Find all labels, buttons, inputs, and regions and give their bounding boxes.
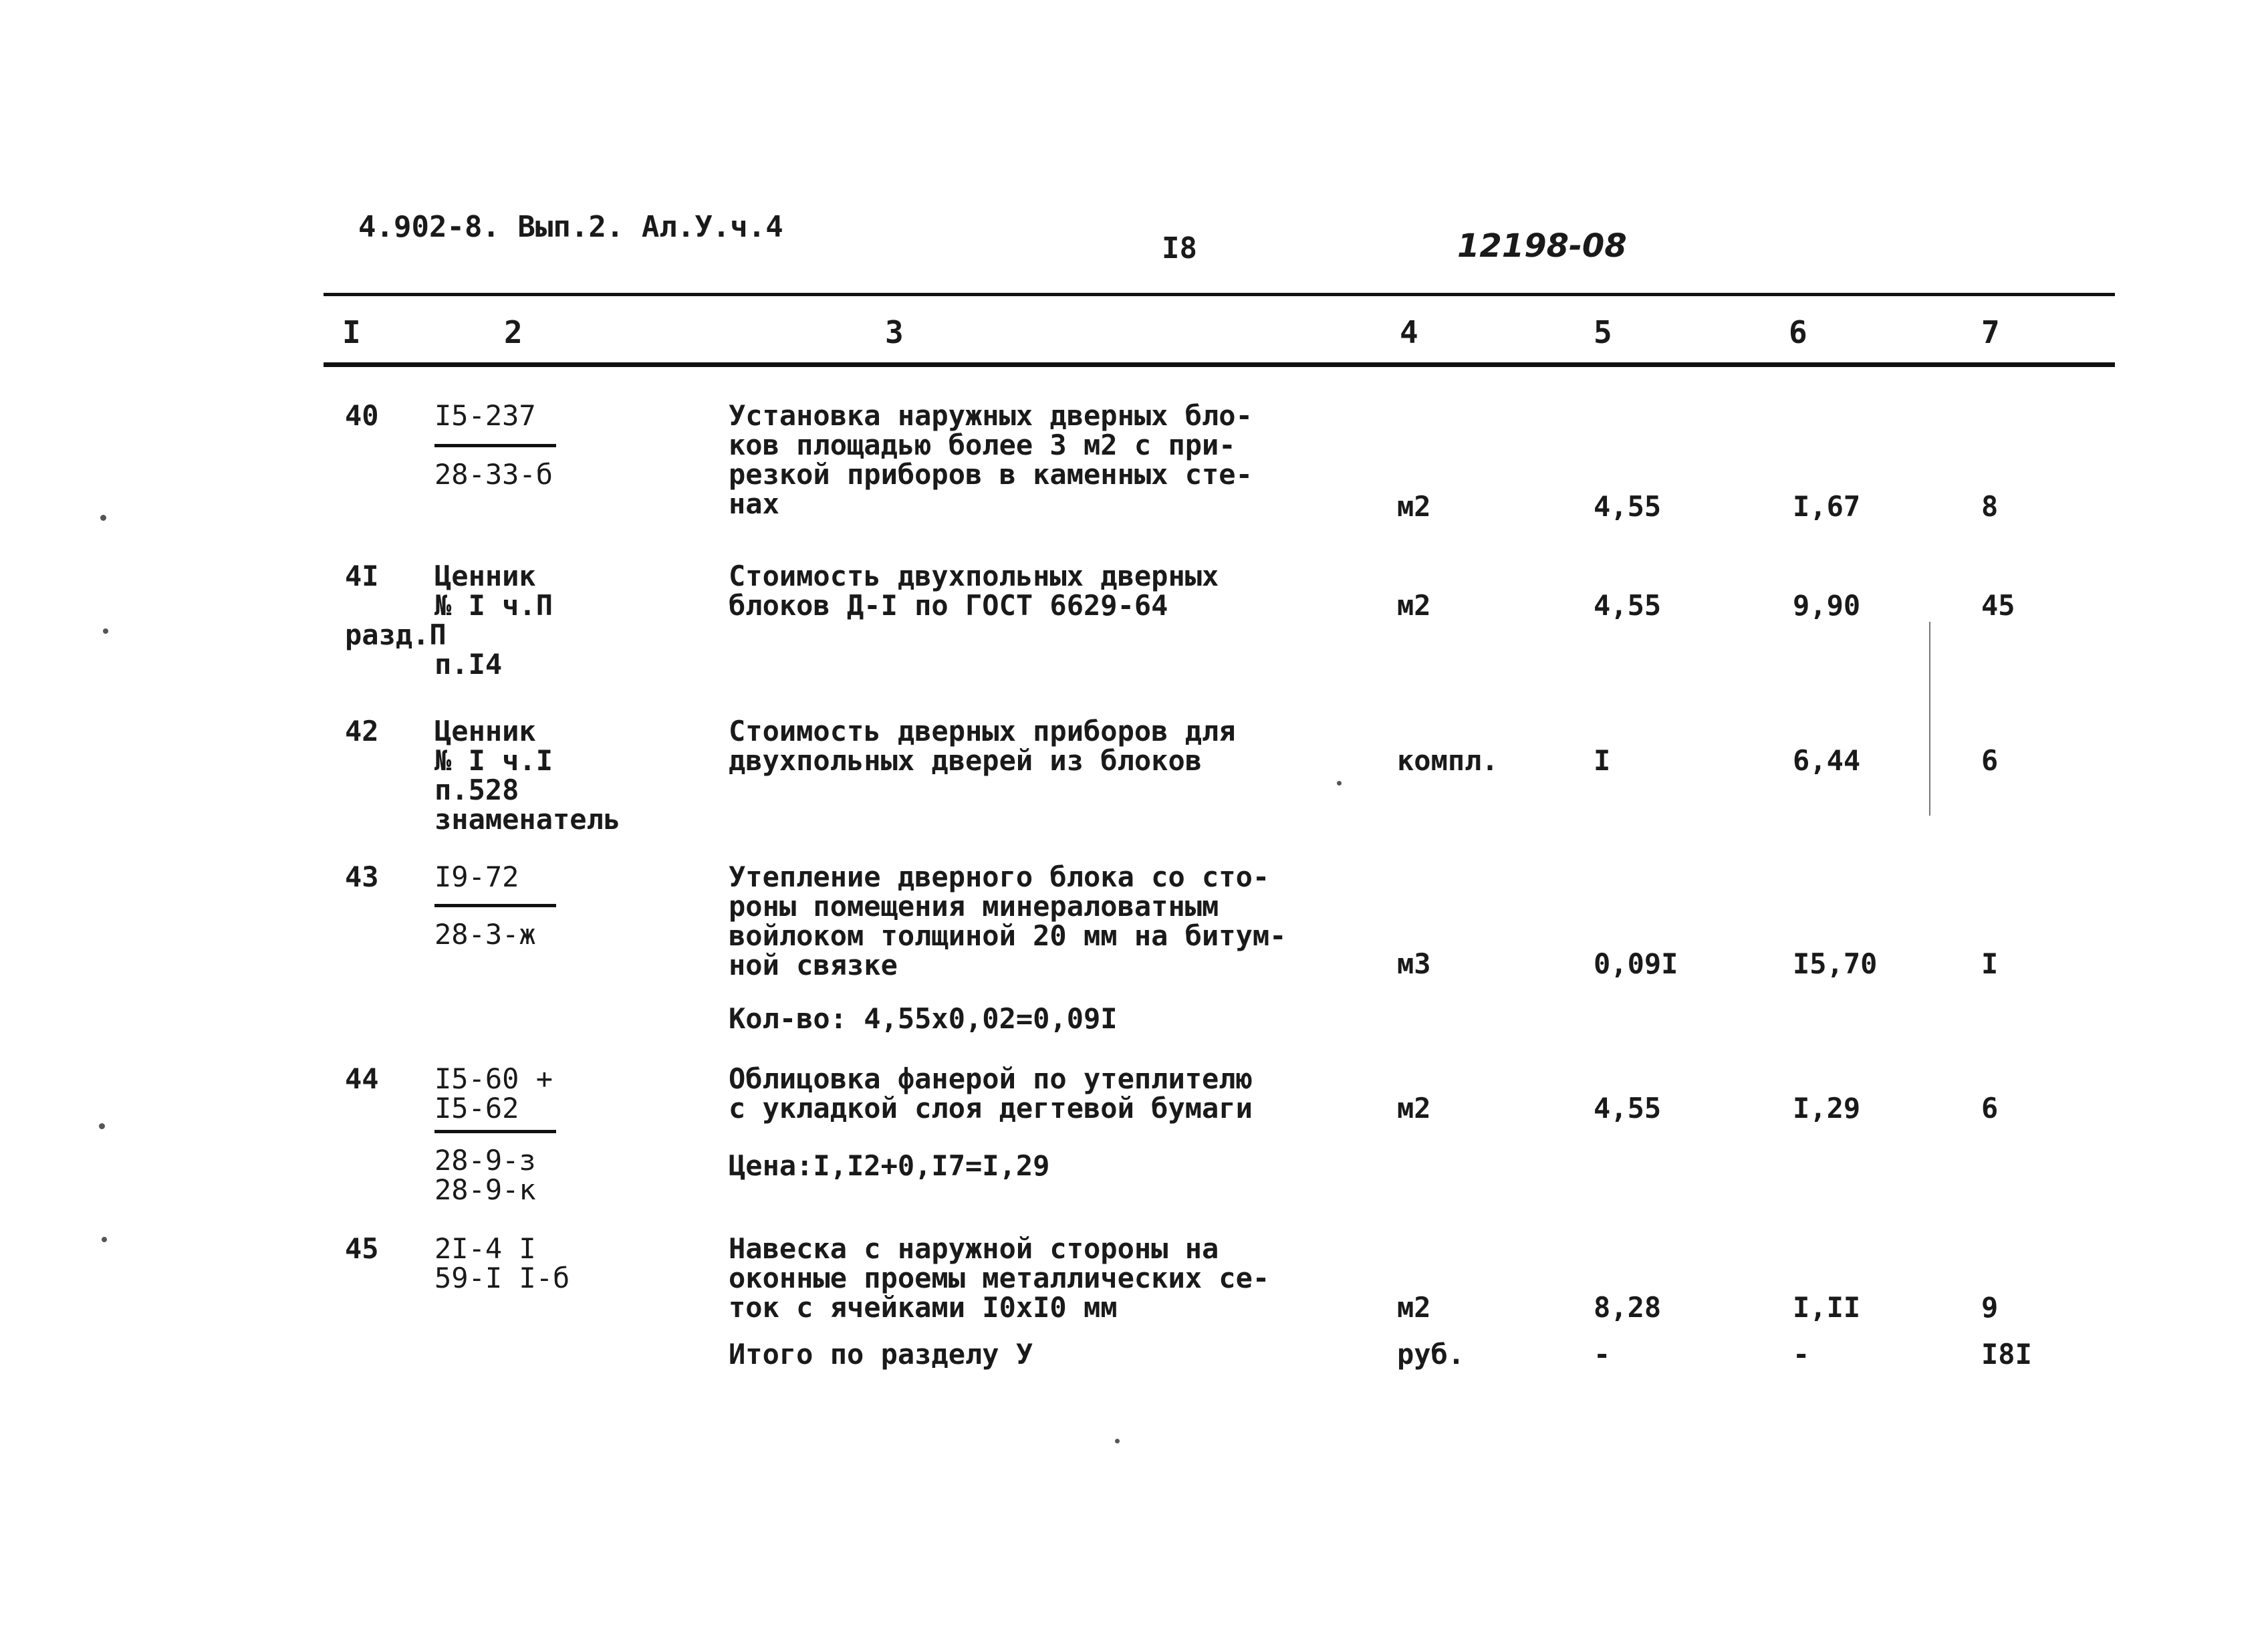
row-41-description: Стоимость двухпольных дверных блоков Д-I по ГОСТ 6629-64 xyxy=(729,560,1219,622)
row-45-number: 45 xyxy=(345,1232,379,1265)
row-44-description: Облицовка фанерой по утеплителю с укладкой слоя дегтевой бумаги xyxy=(729,1062,1253,1125)
row-45-quantity: 8,28 xyxy=(1594,1291,1662,1324)
row-43-code-bottom: 28-3-ж xyxy=(434,918,536,951)
row-43-description: Утепление дверного блока со сто- роны помещения минераловатным войлоком толщиной 20 мм на битум- ной связке xyxy=(729,860,1287,981)
row-41-quantity: 4,55 xyxy=(1594,589,1662,622)
row-44-unit: м2 xyxy=(1397,1092,1431,1125)
row-41-code-line-3: разд.П xyxy=(345,618,447,651)
row-44-price: I,29 xyxy=(1793,1092,1861,1125)
document-code: 4.902-8. Вып.2. Ал.У.ч.4 xyxy=(358,210,783,244)
header-bottom-rule xyxy=(324,362,2115,367)
top-rule xyxy=(324,293,2115,296)
inventory-number: 12198-08 xyxy=(1457,227,1627,265)
row-40-quantity: 4,55 xyxy=(1594,490,1662,523)
row-42-description: Стоимость дверных приборов для двухпольных дверей из блоков xyxy=(729,715,1236,777)
row-45-total: 9 xyxy=(1981,1291,1999,1324)
row-40-code-bottom: 28-33-б xyxy=(434,458,553,491)
row-44-code-top: I5-60 + I5-62 xyxy=(434,1062,553,1125)
row-41-total: 45 xyxy=(1981,589,2015,622)
row-43-code-top: I9-72 xyxy=(434,860,519,893)
row-43-price: I5,70 xyxy=(1793,947,1878,980)
row-44-note: Цена:I,I2+0,I7=I,29 xyxy=(729,1149,1050,1182)
column-number-1: I xyxy=(342,314,361,350)
scan-speck xyxy=(100,515,106,521)
row-41-number: 4I xyxy=(345,560,379,592)
column-number-2: 2 xyxy=(504,314,523,350)
row-41-unit: м2 xyxy=(1397,589,1431,622)
scan-mark xyxy=(1929,622,1930,816)
row-40-number: 40 xyxy=(345,399,379,432)
row-43-unit: м3 xyxy=(1397,947,1431,980)
row-45-description: Навеска с наружной стороны на оконные проемы металлических се- ток с ячейками I0хI0 мм xyxy=(729,1232,1270,1324)
section-total-value: I8I xyxy=(1981,1338,2032,1371)
row-42-total: 6 xyxy=(1981,744,1999,777)
row-43-fraction-line xyxy=(434,904,556,907)
column-number-7: 7 xyxy=(1981,314,2000,350)
row-41-code-line-1: Ценник xyxy=(434,560,536,592)
row-43-note: Кол-во: 4,55х0,02=0,09I xyxy=(729,1002,1118,1035)
scan-speck xyxy=(1115,1439,1120,1443)
row-42-quantity: I xyxy=(1594,744,1611,777)
row-44-number: 44 xyxy=(345,1062,379,1095)
row-44-total: 6 xyxy=(1981,1092,1999,1125)
row-44-fraction-line xyxy=(434,1130,556,1133)
column-number-5: 5 xyxy=(1594,314,1612,350)
row-42-price: 6,44 xyxy=(1793,744,1861,777)
row-44-quantity: 4,55 xyxy=(1594,1092,1662,1125)
row-42-unit: компл. xyxy=(1397,744,1499,777)
row-43-number: 43 xyxy=(345,860,379,893)
row-45-code: 2I-4 I 59-I I-б xyxy=(434,1232,570,1294)
row-40-total: 8 xyxy=(1981,490,1999,523)
row-40-unit: м2 xyxy=(1397,490,1431,523)
row-40-fraction-line xyxy=(434,444,556,447)
column-number-4: 4 xyxy=(1400,314,1418,350)
row-43-total: I xyxy=(1981,947,1999,980)
section-total-label: Итого по разделу У xyxy=(729,1338,1033,1371)
scan-speck xyxy=(99,1123,105,1129)
row-42-number: 42 xyxy=(345,715,379,747)
scan-speck xyxy=(103,628,108,634)
section-total-price: - xyxy=(1793,1338,1810,1371)
row-45-unit: м2 xyxy=(1397,1291,1431,1324)
scan-speck xyxy=(1337,781,1342,786)
row-40-price: I,67 xyxy=(1793,490,1861,523)
row-41-code-line-2: № I ч.П xyxy=(434,589,553,622)
row-44-code-bottom: 28-9-з 28-9-к xyxy=(434,1144,536,1206)
section-total-quantity: - xyxy=(1594,1338,1611,1371)
row-40-description: Установка наружных дверных бло- ков площадью более 3 м2 с при- резкой приборов в каменных сте- нах xyxy=(729,399,1253,520)
row-41-code-line-4: п.I4 xyxy=(434,648,503,681)
column-number-3: 3 xyxy=(885,314,904,350)
scan-speck xyxy=(102,1237,107,1242)
row-42-code: Ценник № I ч.I п.528 знаменатель xyxy=(434,715,621,836)
column-number-6: 6 xyxy=(1789,314,1807,350)
section-total-unit: руб. xyxy=(1397,1338,1465,1371)
row-43-quantity: 0,09I xyxy=(1594,947,1678,980)
row-45-price: I,II xyxy=(1793,1291,1861,1324)
page-number: I8 xyxy=(1162,231,1197,265)
row-40-code-top: I5-237 xyxy=(434,399,536,432)
row-41-price: 9,90 xyxy=(1793,589,1861,622)
